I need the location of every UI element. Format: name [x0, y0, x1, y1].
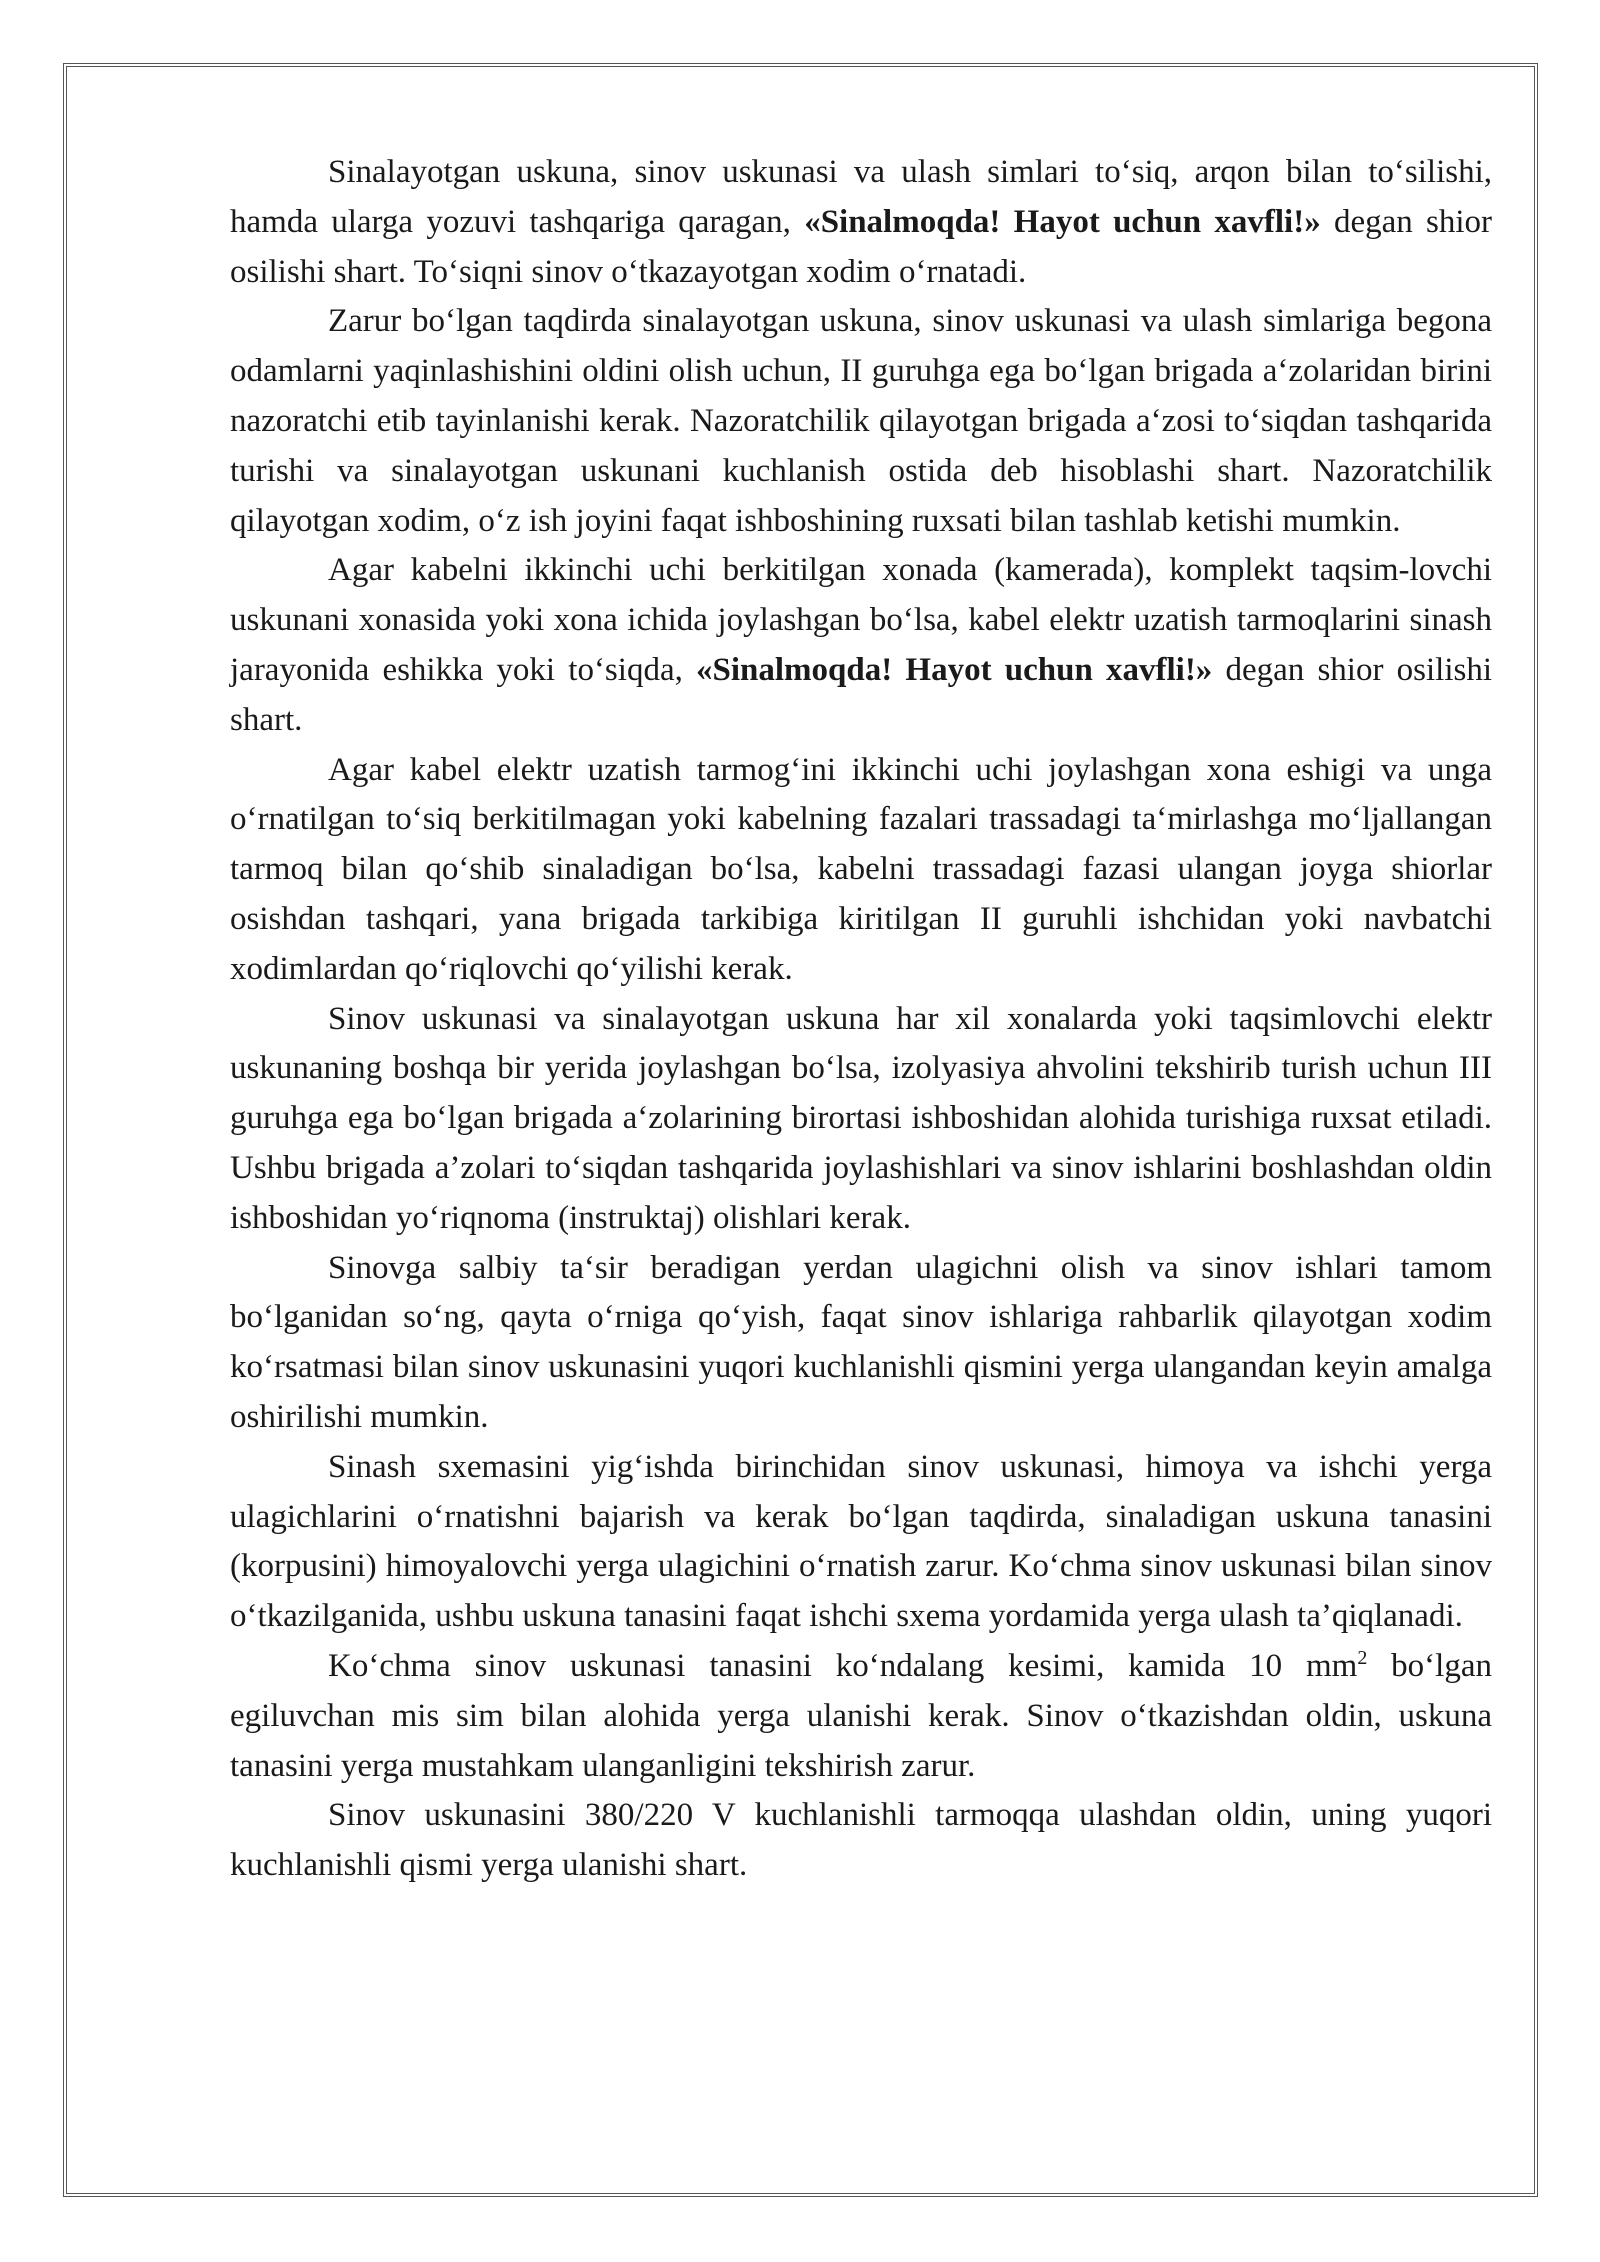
paragraph [230, 546, 1492, 745]
text-run: Sinov uskunasi va sinalayotgan uskuna har xil xonalarda yoki taqsimlovchi elektr uskunaning boshqa bir yerida joylashgan bo‘lsa, izolyasiya ahvolini tekshirib turish uchun III guruhga ega bo‘lgan brigada a‘zolarining birortasi ishboshidan alohida turishiga ruxsat etiladi. Ushbu brigada a’zolari to‘siqdan tashqarida joylashishlari va sinov ishlarini boshlashdan oldin ishboshidan yo‘riqnoma (instruktaj) olishlari kerak. [230, 1000, 1492, 1236]
paragraph [230, 995, 1492, 1244]
text-run: Ko‘chma sinov uskunasi tanasini ko‘ndalang kesimi, kamida 10 mm [328, 1647, 1358, 1684]
paragraph [230, 297, 1492, 546]
document-body [230, 148, 1492, 1891]
text-run: degan shior osilishi shart. [230, 651, 1492, 738]
warning-sign-text: «Sinalmoqda! Hayot uchun xavfli!» [804, 203, 1321, 240]
paragraph [230, 148, 1492, 297]
warning-sign-text: «Sinalmoqda! Hayot uchun xavfli!» [696, 651, 1213, 688]
text-run: Sinash sxemasini yig‘ishda birinchidan sinov uskunasi, himoya va ishchi yerga ulagichlarini o‘rnatishni bajarish va kerak bo‘lgan taqdirda, sinaladigan uskuna tanasini (korpusini) himoyalovchi yerga ulagichini o‘rnatish zarur. Ko‘chma sinov uskunasi bilan sinov o‘tkazilganida, ushbu uskuna tanasini faqat ishchi sxema yordamida yerga ulash ta’qiqlanadi. [230, 1448, 1492, 1635]
text-run: bo‘lgan egiluvchan mis sim bilan alohida yerga ulanishi kerak. Sinov o‘tkazishdan oldin, uskuna tanasini yerga mustahkam ulanganligini tekshirish zarur. [230, 1647, 1492, 1784]
superscript: 2 [1357, 1646, 1368, 1669]
paragraph [230, 1443, 1492, 1642]
text-run: Sinalayotgan uskuna, sinov uskunasi va ulash simlari to‘siq, arqon bilan to‘silishi, hamda ularga yozuvi tashqariga qaragan, [230, 154, 1492, 240]
paragraph [230, 1642, 1492, 1791]
text-run: Zarur bo‘lgan taqdirda sinalayotgan uskuna, sinov uskunasi va ulash simlariga begona odamlarni yaqinlashishini oldini olish uchun, II guruhga ega bo‘lgan brigada a‘zolaridan birini nazoratchi etib tayinlanishi kerak. Nazoratchilik qilayotgan brigada a‘zosi to‘siqdan tashqarida turishi va sinalayotgan uskunani kuchlanish ostida deb hisoblashi shart. Nazoratchilik qilayotgan xodim, o‘z ish joyini faqat ishboshining ruxsati bilan tashlab ketishi mumkin. [230, 303, 1492, 539]
paragraph [230, 1244, 1492, 1443]
paragraph [230, 1791, 1492, 1891]
text-run: Agar kabelni ikkinchi uchi berkitilgan xonada (kamerada), komplekt taqsim-lovchi uskunani xonasida yoki xona ichida joylashgan bo‘lsa, kabel elektr uzatish tarmoqlarini sinash jarayonida eshikka yoki to‘siqda, [230, 552, 1492, 688]
text-run: Sinov uskunasini 380/220 V kuchlanishli tarmoqqa ulashdan oldin, uning yuqori kuchlanishli qismi yerga ulanishi shart. [230, 1797, 1492, 1884]
text-run: Sinovga salbiy ta‘sir beradigan yerdan ulagichni olish va sinov ishlari tamom bo‘lganidan so‘ng, qayta o‘rniga qo‘yish, faqat sinov ishlariga rahbarlik qilayotgan xodim ko‘rsatmasi bilan sinov uskunasini yuqori kuchlanishli qismini yerga ulangandan keyin amalga oshirilishi mumkin. [230, 1249, 1492, 1435]
text-run: Agar kabel elektr uzatish tarmog‘ini ikkinchi uchi joylashgan xona eshigi va unga o‘rnatilgan to‘siq berkitilmagan yoki kabelning fazalari trassadagi ta‘mirlashga mo‘ljallangan tarmoq bilan qo‘shib sinaladigan bo‘lsa, kabelni trassadagi fazasi ulangan joyga shiorlar osishdan tashqari, yana brigada tarkibiga kiritilgan II guruhli ishchidan yoki navbatchi xodimlardan qo‘riqlovchi qo‘yilishi kerak. [230, 751, 1492, 987]
text-run: degan shior osilishi shart. To‘siqni sinov o‘tkazayotgan xodim o‘rnatadi. [230, 203, 1492, 290]
paragraph [230, 746, 1492, 995]
